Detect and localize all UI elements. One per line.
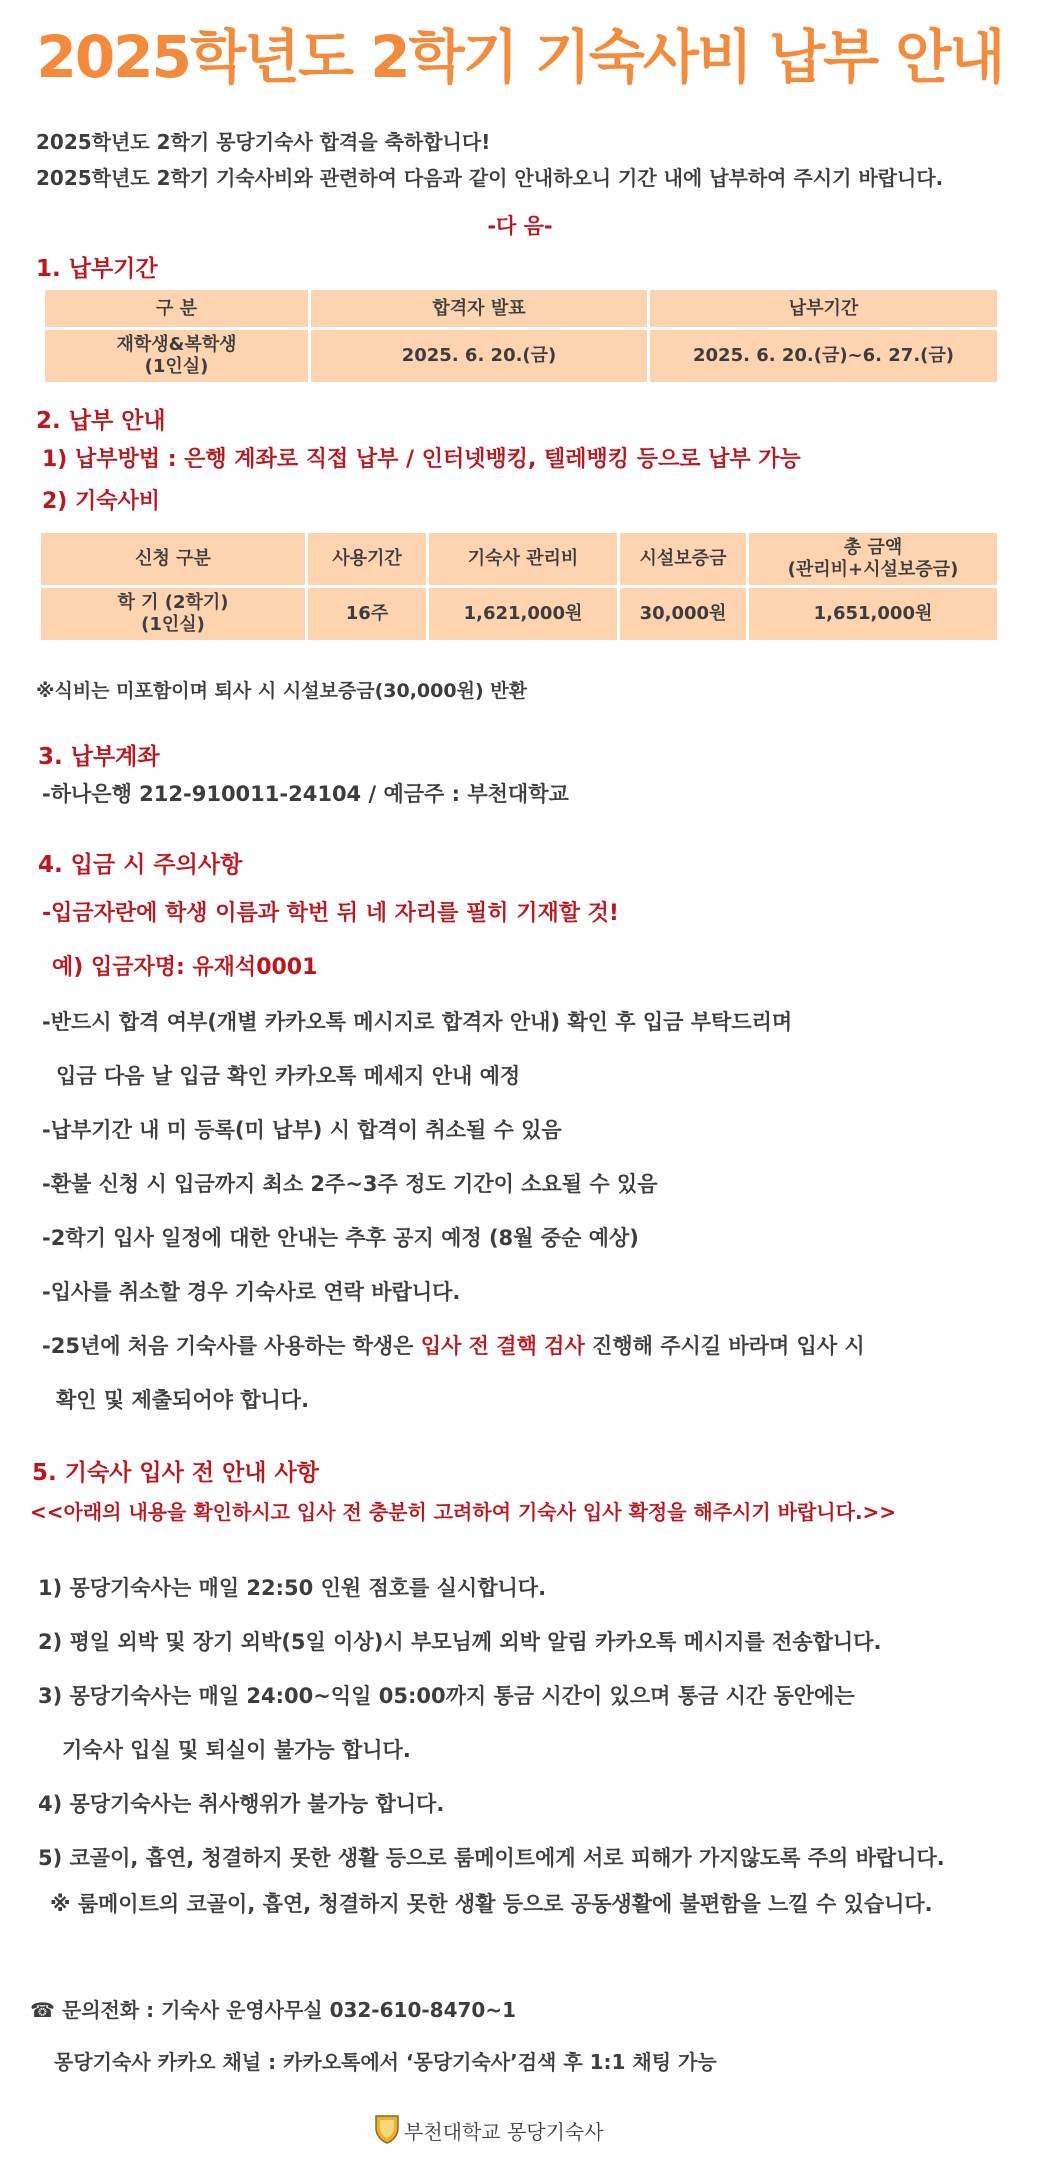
section3-heading: 3. 납부계좌 (38, 744, 160, 770)
table2-header-type: 신청 구분 (41, 533, 305, 585)
meal-note: ※식비는 미포함이며 퇴사 시 시설보증금(30,000원) 반환 (36, 680, 527, 702)
fee-heading: 2) 기숙사비 (42, 489, 161, 514)
table2-cell-type (41, 588, 305, 640)
table2-cell-type-line1: 학 기 (2학기) (117, 592, 229, 613)
tb-test-highlight: 입사 전 결핵 검사 (420, 1334, 585, 1358)
table2-cell-period: 16주 (308, 588, 426, 640)
rule-5: 5) 코골이, 흡연, 청결하지 못한 생활 등으로 룸메이트에게 서로 피해가 가지않도록 주의 바랍니다. (38, 1846, 945, 1870)
intro-line-2: 2025학년도 2학기 기숙사비와 관련하여 다음과 같이 안내하오니 기간 내에 납부하여 주시기 바랍니다. (36, 166, 944, 190)
section5-heading: 5. 기숙사 입사 전 안내 사항 (32, 1460, 319, 1486)
rule-5-note: ※ 룸메이트의 코골이, 흡연, 청결하지 못한 생활 등으로 공동생활에 불편함을 느낄 수 있습니다. (50, 1892, 933, 1916)
kakao-channel: 몽당기숙사 카카오 채널 : 카카오톡에서 ‘몽당기숙사’검색 후 1:1 채팅 가능 (54, 2050, 717, 2074)
section5-subheading: <<아래의 내용을 확인하시고 입사 전 충분히 고려하여 기숙사 입사 확정을 해주시기 바랍니다.>> (30, 1500, 897, 1524)
bank-account: -하나은행 212-910011-24104 / 예금주 : 부천대학교 (42, 782, 569, 806)
table1-header-category: 구 분 (45, 290, 308, 327)
caution-line-6: -입사를 취소할 경우 기숙사로 연락 바랍니다. (42, 1280, 461, 1304)
payment-period-table (42, 287, 1000, 385)
page-title: 2025학년도 2학기 기숙사비 납부 안내 (36, 23, 1004, 91)
deposit-name-example: 예) 입금자명: 유재석0001 (52, 955, 318, 980)
contact-phone: ☎ 문의전화 : 기숙사 운영사무실 032-610-8470~1 (30, 1998, 516, 2022)
table2-cell-deposit: 30,000원 (620, 588, 746, 640)
table1-header-period: 납부기간 (650, 290, 997, 327)
deposit-name-rule: -입금자란에 학생 이름과 학번 뒤 네 자리를 필히 기재할 것! (42, 901, 619, 926)
table1-cell-period: 2025. 6. 20.(금)~6. 27.(금) (650, 330, 997, 382)
rule-2: 2) 평일 외박 및 장기 외박(5일 이상)시 부모님께 외박 알림 카카오톡 메시지를 전송합니다. (38, 1630, 882, 1654)
table2-cell-mgmt: 1,621,000원 (429, 588, 617, 640)
rule-3: 3) 몽당기숙사는 매일 24:00~익일 05:00까지 통금 시간이 있으며 통금 시간 동안에는 (38, 1684, 855, 1708)
payment-method: 1) 납부방법 : 은행 계좌로 직접 납부 / 인터넷뱅킹, 텔레뱅킹 등으로 납부 가능 (42, 447, 801, 472)
section2-heading: 2. 납부 안내 (36, 408, 166, 434)
table2-cell-total: 1,651,000원 (749, 588, 997, 640)
table2-header-mgmt: 기숙사 관리비 (429, 533, 617, 585)
table1-cell-category-line2: (1인실) (144, 356, 209, 377)
caution-line-4: -환불 신청 시 입금까지 최소 2주~3주 정도 기간이 소요될 수 있음 (42, 1172, 658, 1196)
caution-line-5: -2학기 입사 일정에 대한 안내는 추후 공지 예정 (8월 중순 예상) (42, 1226, 639, 1250)
table2-header-deposit: 시설보증금 (620, 533, 746, 585)
university-shield-logo-icon (374, 2114, 400, 2144)
table2-header-total-line1: 총 금액 (843, 537, 903, 558)
caution-line-1: -반드시 합격 여부(개별 카카오톡 메시지로 합격자 안내) 확인 후 입금 부탁드리며 (42, 1010, 793, 1034)
table2-header-total (749, 533, 997, 585)
caution-line-3: -납부기간 내 미 등록(미 납부) 시 합격이 취소될 수 있음 (42, 1118, 562, 1142)
fee-table (38, 530, 1000, 643)
table2-cell-type-line2: (1인실) (141, 614, 205, 635)
caution-line-7-c: 진행해 주시길 바라며 입사 시 (584, 1334, 865, 1358)
intro-line-1: 2025학년도 2학기 몽당기숙사 합격을 축하합니다! (36, 130, 491, 154)
table1-header-announce: 합격자 발표 (311, 290, 647, 327)
caution-line-7 (42, 1330, 865, 1360)
table2-header-total-line2: (관리비+시설보증금) (787, 559, 959, 580)
rule-4: 4) 몽당기숙사는 취사행위가 불가능 합니다. (38, 1792, 445, 1816)
footer-university: 부천대학교 몽당기숙사 (404, 2120, 604, 2144)
rule-3-cont: 기숙사 입실 및 퇴실이 불가능 합니다. (62, 1738, 411, 1762)
caution-line-8: 확인 및 제출되어야 합니다. (56, 1388, 310, 1412)
section1-heading: 1. 납부기간 (36, 256, 158, 282)
rule-1: 1) 몽당기숙사는 매일 22:50 인원 점호를 실시합니다. (38, 1576, 547, 1600)
caution-line-7-a: -25년에 처음 기숙사를 사용하는 학생은 (42, 1334, 421, 1358)
caution-line-2: 입금 다음 날 입금 확인 카카오톡 메세지 안내 예정 (56, 1064, 521, 1088)
table2-header-period: 사용기간 (308, 533, 426, 585)
table1-cell-announce: 2025. 6. 20.(금) (311, 330, 647, 382)
table1-cell-category-line1: 재학생&복학생 (116, 334, 237, 355)
table1-cell-category (45, 330, 308, 382)
section4-heading: 4. 입금 시 주의사항 (38, 852, 243, 878)
notice-divider-text: -다 음- (487, 214, 553, 238)
